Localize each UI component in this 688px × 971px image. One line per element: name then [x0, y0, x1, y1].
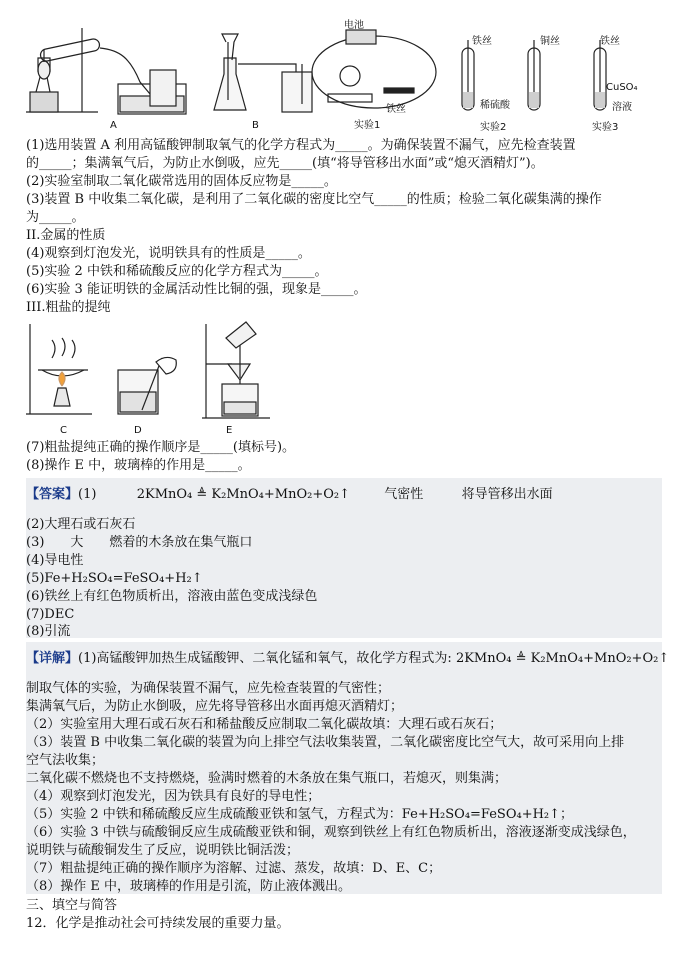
answer-tag: 【答案】 [26, 487, 79, 502]
answer-line: (3) 大 燃着的木条放在集气瓶口 [26, 535, 253, 550]
next-question: 12．化学是推动社会可持续发展的重要力量。 [26, 916, 290, 931]
apparatus-figure-2 [0, 318, 688, 440]
section-heading: 三、填空与简答 [26, 898, 118, 913]
answer-line: (7)DEC [26, 607, 75, 622]
label-c: C [60, 425, 67, 436]
detail-line: （5）实验 2 中铁和稀硫酸反应生成硫酸亚铁和氢气，方程式为：Fe+H₂SO₄=FeSO₄+H₂↑； [26, 807, 574, 822]
question-line: 的_____；集满氧气后，为防止水倒吸，应先_____(填“将导管移出水面”或“熄灭酒精灯”)。 [26, 156, 544, 171]
label-a: A [110, 120, 117, 131]
question-line: (3)装置 B 中收集二氧化碳，是利用了二氧化碳的密度比空气_____的性质；检验二氧化碳集满的操作 [26, 192, 602, 207]
section-heading: II.金属的性质 [26, 228, 106, 243]
detail-panel [26, 642, 670, 894]
label-battery: 电池 [344, 20, 364, 31]
detail-line: 说明铁与硫酸铜发生了反应，说明铁比铜活泼； [26, 843, 300, 858]
answer-q1-operation: 将导管移出水面 [461, 487, 553, 502]
detail-line: （7）粗盐提纯正确的操作顺序为溶解、过滤、蒸发，故填：D、E、C； [26, 861, 442, 876]
detail-line: 集满氧气后，为防止水倒吸，应先将导管移出水面再熄灭酒精灯； [26, 699, 404, 714]
answer-q1-equation: 2KMnO₄ ≜ K₂MnO₄+MnO₂+O₂↑ [136, 487, 350, 502]
answer-line: (2)大理石或石灰石 [26, 517, 136, 532]
answer-line: (6)铁丝上有红色物质析出，溶液由蓝色变成浅绿色 [26, 589, 318, 604]
label-exp3-solution-1: CuSO₄ [606, 82, 638, 93]
detail-line: 空气法收集； [26, 753, 105, 768]
question-line: (8)操作 E 中，玻璃棒的作用是_____。 [26, 458, 251, 473]
label-b: B [252, 120, 259, 131]
label-exp2-acid: 稀硫酸 [480, 100, 510, 111]
answer-q1-number: (1) [78, 487, 97, 502]
question-line: (6)实验 3 能证明铁的金属活动性比铜的强，现象是_____。 [26, 282, 367, 297]
label-exp2: 实验2 [480, 122, 507, 133]
answer-panel [26, 478, 662, 638]
answer-first-line [26, 486, 553, 503]
detail-line: 制取气体的实验，为确保装置不漏气，应先检查装置的气密性； [26, 681, 391, 696]
section-heading: III.粗盐的提纯 [26, 300, 111, 315]
question-line: (5)实验 2 中铁和稀硫酸反应的化学方程式为_____。 [26, 264, 328, 279]
label-iron-wire: 铁丝 [386, 104, 406, 115]
label-exp3: 实验3 [592, 122, 619, 133]
detail-first-line [26, 650, 669, 667]
detail-tag: 【详解】 [26, 651, 79, 666]
detail-first-text: (1)高锰酸钾加热生成锰酸钾、二氧化锰和氧气，故化学方程式为: 2KMnO₄ ≜ K₂MnO₄+MnO₂+O₂↑ [78, 651, 670, 666]
detail-line: （8）操作 E 中，玻璃棒的作用是引流，防止液体溅出。 [26, 879, 352, 894]
label-exp3-solution-2: 溶液 [612, 102, 632, 113]
label-exp2-copper: 铜丝 [540, 36, 560, 47]
label-d: D [134, 425, 142, 436]
detail-line: （2）实验室用大理石或石灰石和稀盐酸反应制取二氧化碳故填：大理石或石灰石； [26, 717, 503, 732]
answer-line: (5)Fe+H₂SO₄=FeSO₄+H₂↑ [26, 571, 203, 586]
answer-line: (8)引流 [26, 624, 71, 639]
question-line: 为_____。 [26, 210, 85, 225]
label-e: E [226, 425, 233, 436]
detail-line: （6）实验 3 中铁与硫酸铜反应生成硫酸亚铁和铜，观察到铁丝上有红色物质析出，溶液逐渐变成浅绿色， [26, 825, 636, 840]
detail-line: 二氧化碳不燃烧也不支持燃烧，验满时燃着的木条放在集气瓶口，若熄灭，则集满； [26, 771, 508, 786]
question-line: (2)实验室制取二氧化碳常选用的固体反应物是_____。 [26, 174, 337, 189]
question-line: (4)观察到灯泡发光，说明铁具有的性质是_____。 [26, 246, 311, 261]
detail-line: （3）装置 B 中收集二氧化碳的装置为向上排空气法收集装置，二氧化碳密度比空气大，故可采用向上排 [26, 735, 625, 750]
answer-q1-airtightness: 气密性 [384, 487, 424, 502]
question-line: (1)选用装置 A 利用高锰酸钾制取氧气的化学方程式为_____。为确保装置不漏气，应先检查装置 [26, 138, 576, 153]
question-line: (7)粗盐提纯正确的操作顺序是_____(填标号)。 [26, 440, 296, 455]
answer-line: (4)导电性 [26, 553, 84, 568]
detail-line: （4）观察到灯泡发光，因为铁具有良好的导电性； [26, 789, 321, 804]
label-exp2-iron: 铁丝 [472, 36, 492, 47]
label-exp1: 实验1 [354, 120, 381, 131]
label-exp3-iron: 铁丝 [600, 36, 620, 47]
